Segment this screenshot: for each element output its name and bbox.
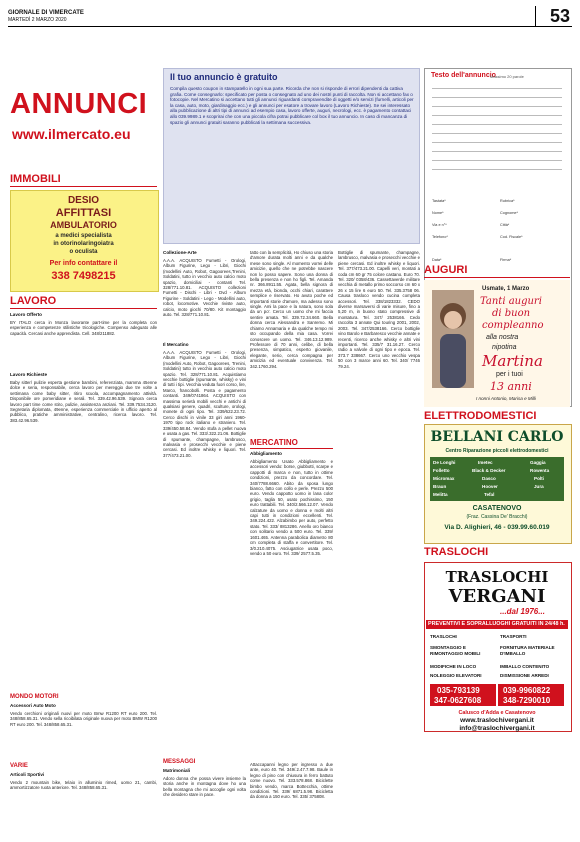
brand-name: Folletto <box>433 468 450 473</box>
service-item: TRASLOCHI <box>430 634 457 639</box>
auguri-line: per i tuoi <box>496 371 523 378</box>
form-label: Telefono* <box>432 235 448 239</box>
header-rule <box>8 26 572 27</box>
bellani-fraz: (Fraz. Cassina De' Bracchi) <box>466 514 528 520</box>
issue-date: MARTEDÌ 2 MARZO 2020 <box>8 17 67 23</box>
brand-name: Melitta <box>433 492 448 497</box>
form-line[interactable] <box>432 115 562 116</box>
mercatino-heading: Il Mercatino <box>163 342 189 347</box>
form-line[interactable] <box>432 124 562 125</box>
vergani-logo-1: TRASLOCHI <box>445 568 549 586</box>
auguri-line: compleanno <box>482 320 544 331</box>
brand-name: Hoover <box>482 484 498 489</box>
auguri-line: 13 anni <box>490 380 532 393</box>
desio-line: a medici specialista <box>55 233 112 239</box>
auguri-line: di buon <box>492 308 531 319</box>
abbigliamento-heading: Abbigliamento <box>250 451 282 456</box>
brand-name: Jura <box>534 484 544 489</box>
collezione-heading: Collezione-Arte <box>163 250 197 255</box>
lavoro-richieste-text: Baby sitter/ pulizie esperta gestione bambini, referenziata, mamma 45enne dolce e seria, responsabile, cerca lavoro per mereggio due tre volte a settimana come baby sitter, ritiro scuola, accompagnamento attività. Disponibile ore pomeridiane e serali. Tel. 339.42.96.539. Signora cerca lavoro part time come stiro, pulizie, assistenza anziani. Tel. 339.7534.3120. Segretaria diplomata, 49enne, esperienza commerciale in ufficio aperto al pubblico, pratiche amministrative, centralino, ricerca lavoro. Tel. 383.42.96.539. <box>10 380 157 423</box>
lavoro-offerto-heading: Lavoro Offerto <box>10 312 42 317</box>
vergani-since: ...dal 1976... <box>500 607 545 616</box>
service-item: MODIFICHE IN LOCO <box>430 664 477 669</box>
brand-name: De Longhi <box>433 460 456 465</box>
lavoro-richieste-heading: Lavoro Richieste <box>10 372 48 377</box>
phone-number[interactable]: 039-9960822 <box>503 686 551 695</box>
bellani-address: Via D. Alighieri, 46 - 039.99.60.019 <box>444 524 550 531</box>
form-label: Tastata* <box>432 199 446 203</box>
service-item: FORNITURA MATERIALE D'IMBALLO <box>500 645 555 656</box>
newspaper-name: GIORNALE DI VIMERCATE <box>8 10 84 16</box>
section-lavoro: LAVORO <box>10 295 57 307</box>
section-rule <box>10 186 157 187</box>
varie-text: Vendo 2 mountain bike, telaio in alluminio rimed, uomo 21, cambi, ammortizzatore ruota anteriore. Tel. 348/858.65.31. <box>10 780 157 791</box>
auguri-line: alla nostra <box>486 334 519 341</box>
col4-text: Bottiglie di spumante, champagne, lambrusco, malvasia e prosecchi vecchie e piene cercasi. Ed inoltre whisky e liquori. Tel. 377/473.21.00. Capelli veri, montati a coda cm 60 gr 75 colore castano. Euro 70. Tel. 320/ 0358/436. Cassettaverde militare vecchia di metallo primo soccorso cm 60 x 26 x 15 lire 6 euro 50. Tel. 335.3758 06. Causa trasloco vendo cucina completa accessori. Tel. 338/1823332. CEDO diverse marsaversi di varie misure, fino a 5,20 m, in buono stato compressive di montatura. Tel. 347/ 2538166. Cedo raccolta 3 annate Qui touring 2001, 2002, 2003. Tel. 347/2538166. Cerco bottiglie vino Barolo e Barbaresco vecchie annate e recenti, ricerco anche whisky e altri vini importanti. Tel. 335/7 31.16.27. Cerco radio a valvole di ogni tipo e epoca. Tel. 373.7 338667. Cerco uno vecchio vespa 50 con 3 marce anni 60. Tel. 340/ 7746 79.24. <box>338 250 420 369</box>
form-line[interactable] <box>432 106 562 107</box>
section-varie: VARIE <box>10 763 28 769</box>
bellani-city: CASATENOVO <box>472 505 522 512</box>
mercatino-text: A.A.A. ACQUISTO Fumetti - Orologi, Album Figurine, Lego - Libri, Giochi (modellini Auto, Robot, Gagoorees, Trenini, Soldatini) tutto in vecchio auto calcio moto spazio. Tel. 328/771.10.81. Acquistiamo vecchie bottiglie (spumante, whisky) e vini di tutti i tipi. Vecchia veduta fuori corso, lire, Marco, francobolli. Posta e pagamento contanti. 349/0741864. ACQUISTO con massima serietà mobili vecchi e antichi di qualsiasi genere, quadri, sculture, orologi, monete di ogni tipo. Tel. 339/622.23.72. Cerco dischi in vinile 33 giri anni 1960-1970 tipo rock italiano e straniero. Tel. 339/450.58.84. Vendo stufa a pellet nuova e usata a gas. Tel. 333/.322.21.06. Bottiglie di spumante, champagne, lambrusco, malvasia e prosecchi vecchie e piene cercasi. Ed inoltre whisky e liquori. Tel. 377/473.21.00. <box>163 350 246 458</box>
form-line[interactable] <box>432 169 562 170</box>
section-messaggi: MESSAGGI <box>163 759 196 765</box>
page-number: 53 <box>549 6 570 26</box>
ad-text-subtitle: Massimo 20 parole <box>490 74 524 79</box>
brand-name: Micromax <box>433 476 455 481</box>
desio-line: DESIO <box>67 195 100 206</box>
site-url[interactable]: www.ilmercato.eu <box>12 126 131 142</box>
section-mercatino: MERCATINO <box>250 438 298 447</box>
varie-sub: Articoli Sportivi <box>10 772 45 777</box>
form-label: Cognome* <box>500 211 518 215</box>
section-immobili: IMMOBILI <box>10 173 61 185</box>
girl-photo <box>432 290 474 388</box>
brand-name: Tefal <box>484 492 495 497</box>
header-separator <box>535 6 536 26</box>
form-line[interactable] <box>432 151 562 152</box>
motori-text: Vendo cerchioni originali nuovi per moto Bmw R1200 RT euro 200. Tel. 348/858.65.31. Vendo sella ricoibilata originale nuova per moto BMW R1200 RT euro 200. Tel. 348/858.65.31. <box>10 711 157 727</box>
auguri-from: I nonni Antonio, Marisa e Milli <box>476 396 536 401</box>
form-label: Rubrica* <box>500 199 515 203</box>
section-rule <box>250 448 333 449</box>
auguri-line: nipotina <box>492 344 517 351</box>
service-item: IMBALLO CONTENITO <box>500 664 550 669</box>
phone-number[interactable]: 035-793139 <box>437 686 480 695</box>
matrimoniali-text: Adoro donna che possa vivere insieme la storia anche in montagna dove ho una bella montagna che mi accoglie ogni volta che desidero stare in pace. <box>163 776 246 798</box>
section-motori: MONDO MOTORI <box>10 694 59 700</box>
phone-number[interactable]: 348-7290010 <box>503 696 551 705</box>
section-auguri: AUGURI <box>424 264 468 276</box>
service-item: DISMISSIONE ARREDI <box>500 673 549 678</box>
form-line[interactable] <box>432 88 562 89</box>
vergani-banner: PREVENTIVI E SOPRALLUOGHI GRATUITI IN 24/48 h. <box>428 621 565 627</box>
messaggi-text: tatto con la semplicità, Ho chiuso una storia d'amore durata molti anni e da qualche mese sono single. Al momento vorrei delle amicizie, quello che ne potrebbe nascere non lo posso sapere. Sono una donna di bella presenza e non ho figli. Tel. Amanda nr. 366.8911.55. Agata, bella signora di mezza età, bionda, occhi chiari, carattere semplice e riservato. Ho avuto poche ed importanti storie d'amore, ma adesso sono single. Ami la pace e la natura, sono sola da un po'. Cerco un uomo che mi faccia sentire amata. Tel. 339.72.34.660. Bella donna cerca Alessandra e Sanremo. Mi chiamo Annamaria e da qualche tempo mi sto occupando della mia casa. Vorrei conoscere un uomo. Tel. 346.13.12.989. Professore di 70 anni, celibe, di bella presenza, simpatico, esperto giovanile, elegante, serio, cerca compagna per amicizia ed eventuale convivenza. Tel. 342.1760.294. <box>250 250 333 369</box>
ad-text-title: Testo dell'annuncio <box>431 72 496 79</box>
desio-line: in otorinolaringoiatra <box>53 241 114 247</box>
section-elettrodomestici: ELETTRODOMESTICI <box>424 410 537 422</box>
section-traslochi: TRASLOCHI <box>424 546 489 558</box>
form-label: Via e n°* <box>432 223 447 227</box>
brand-name: Dasco <box>482 476 496 481</box>
vergani-email[interactable]: info@traslochivergani.it <box>459 725 535 732</box>
form-line[interactable] <box>432 160 562 161</box>
brand-name: Polti <box>534 476 544 481</box>
section-rule <box>10 308 157 309</box>
abbigliamento-text: Abbigliamento Usato Abbigliamento e accessori vendo: borse, giubbotti, scarpe e cappotti di marca e non, tutto in ottime condizioni, prezzo da concordare. Tel. 340/7788.6660. Abito da sposa lungo bianco, fatto con collo e perle. Prezzo 500 euro. Vendo cappotto uomo in lana color grigio, taglia 50, usato pochissimo, 150 euro trattabili. Tel. 340/2.566.12.07. Vendo calzature da uomo e donna e molti altri capi tutti in condizioni eccellenti. Tel. 349.224.422. Alzabimbo per auto, perfetto stato. Tel. 333/ 8813286. Anello oro bianco con solitario vendo a 500 euro. Tel. 339/ 1601.465. Antenna parabolica diametro 80 cm completa di staffa e convertitore. Tel. 3/0.210.4075. Asciugatrice usata poco, vendo a 50 euro. Tel. 339/ 2577.5.35. <box>250 459 333 556</box>
form-line[interactable] <box>432 97 562 98</box>
desio-line: Per info contattare il <box>49 260 118 267</box>
matrimoniali-heading: Matrimoniali <box>163 768 191 773</box>
form-label: Cod. Fiscale* <box>500 235 523 239</box>
brand-name: Braun <box>433 484 447 489</box>
phone-number[interactable]: 347-0627608 <box>434 696 482 705</box>
free-ad-text: Compila questo coupon in stampatello in ogni sua parte. Ricorda che non si risponde di errori dipendenti da cattiva grafia. Come consegnarlo: specificato per posta o consegnato ad uno dei nostri punti di raccolta. Non si accettano fax o fotocopie. Nel Mercatino si accettano tutti gli annunci riguardanti compravendite di oggetti e/o servizi (furnelli, articoli per la casa, auto, moto, giardinaggio ecc.) e gli annunci per esatore a trovare lavoro (Lavoro Richieste). Se sei interessato alla pubblicazione di altri tipi di annunci ad esempio casa, lavoro offerte, auguri, necrologi, ecc. è pagamento contattaci allo 039.9989.1 e scoprirai che con una piccola cifra potrai pubblicare col box il tuo annuncio. In caso di mancanza di spazio gli annunci gratuiti saranno pubblicati la settimana successiva. <box>170 86 414 125</box>
mercatino-text-2: Attaccapanni legno per ingresso a due ante, euro 40. Tel. 349/.2.47.7.98. Baule in legno di pino con chiusura in ferro battuto come nuovo. Tel. 333.578.868. Biciclette bimbo vendo, marca Bottecchia, ottime condizioni. Tel. 339/ 6871.5.98. Bicicletta da donna a 150 euro. Tel. 335/ 375808. <box>250 762 333 800</box>
desio-line: o oculista <box>69 249 98 255</box>
brand-name: Gaggia <box>530 460 546 465</box>
bellani-sub: Centro Riparazione piccoli elettrodomestici <box>445 448 549 454</box>
service-item: NOLEGGIO ELEVATORI <box>430 673 482 678</box>
form-line[interactable] <box>432 133 562 134</box>
desio-line: AFFITTASI <box>55 207 112 219</box>
vergani-logo-2: VERGANI <box>448 586 546 607</box>
section-rule <box>424 277 570 278</box>
brand-name: Rowenta <box>530 468 550 473</box>
brand-name: Imetec <box>478 460 493 465</box>
collezione-text: A.A.A. ACQUISTO Fumetti - Orologi, Album Figurine, Lego - Libri, Giochi (modellini Auto, Robot, Gagoorees,Trenini, Soldatini, tutto in vecchio auto calcio moto spazio, domiciliai - contanti Tel. 328/771.10.81. ACQUISTO collezioni Fumetti - Dischi - Libri - Dvd - Album Figurine - Soldatini - Lego - Modellini auto, robot, locomotive. Vecchie riviste auto, calcio, moto giochi 70/80. Kit montaggio auto. Tel. 328/771.10.81. <box>163 258 246 318</box>
form-label: Nome* <box>432 211 444 215</box>
auguri-name: Martina <box>482 352 543 370</box>
auguri-date: Usmate, 1 Marzo <box>482 286 530 292</box>
bellani-brand: BELLANI CARLO <box>430 429 564 445</box>
service-item: TRASPORTI <box>500 634 527 639</box>
form-label: Città* <box>500 223 510 227</box>
auguri-line: Tanti auguri <box>480 296 542 307</box>
annunci-title: ANNUNCI <box>10 88 148 120</box>
motori-sub: Accessori Auto Moto <box>10 703 56 708</box>
form-label: Firma* <box>500 258 512 262</box>
vergani-location: Calusco d'Adda e Casatenovo <box>458 710 536 716</box>
lavoro-offerto-text: BY ITALO cerca in Monza lavorante part-time per la completa con esperienza e competenze stilistiche tricologiche. Compenso adeguato alle capacità. Cercasi anche apprendista. Cell. 348/211882. <box>10 320 157 336</box>
free-ad-title: Il tuo annuncio è gratuito <box>170 72 278 82</box>
form-label: Data* <box>432 258 442 262</box>
vergani-site[interactable]: www.traslochivergani.it <box>460 717 534 724</box>
desio-line: AMBULATORIO <box>50 220 117 230</box>
brand-name: Black & Decker <box>472 468 506 473</box>
service-item: SMONTAGGIO E RIMONTAGGIO MOBILI <box>430 645 481 656</box>
form-line[interactable] <box>432 142 562 143</box>
desio-phone: 338 7498215 <box>51 270 116 282</box>
